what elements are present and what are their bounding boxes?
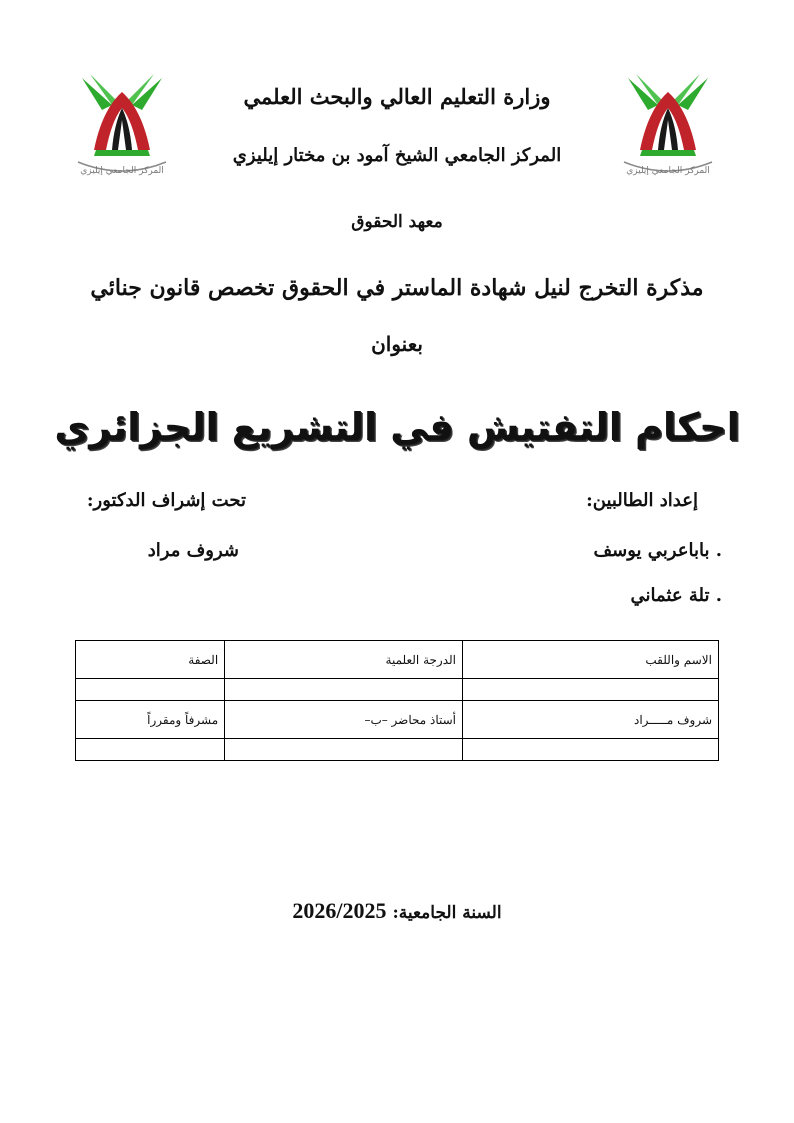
students-label: إعداد الطالبين:	[586, 490, 698, 511]
header-name: الاسم واللقب	[463, 641, 719, 679]
table-row	[76, 739, 719, 761]
table-cell	[463, 739, 719, 761]
table-cell	[225, 679, 463, 701]
institute-name: معهد الحقوق	[351, 212, 443, 232]
logo-caption: المركز الجامعي إيليزي	[626, 166, 710, 176]
table-row	[76, 701, 719, 739]
university-center-name: المركز الجامعي الشيخ آمود بن مختار إيليزي	[232, 145, 562, 166]
thesis-title: احكام التفتيش في التشريع الجزائري	[54, 405, 740, 449]
jury-table	[75, 640, 719, 761]
table-cell	[76, 679, 225, 701]
logo-caption: المركز الجامعي إيليزي	[80, 166, 164, 176]
supervisor-label: تحت إشراف الدكتور:	[86, 490, 246, 511]
table-cell	[76, 739, 225, 761]
table-row	[76, 679, 719, 701]
header-degree: الدرجة العلمية	[225, 641, 463, 679]
entitled-label: بعنوان	[371, 332, 423, 356]
supervisor-name: شروف مراد	[147, 540, 239, 561]
student-name-2: . تلة عثماني	[630, 585, 722, 606]
academic-year	[0, 898, 794, 924]
table-cell: شروف مـــــراد	[463, 701, 719, 739]
student-name-1: . باباعربي يوسف	[593, 540, 722, 561]
table-header-row	[76, 641, 719, 679]
header-role: الصفة	[76, 641, 225, 679]
table-cell: مشرفاً ومقرراً	[76, 701, 225, 739]
memoir-description: مذكرة التخرج لنيل شهادة الماستر في الحقوق تخصص قانون جنائي	[90, 275, 704, 301]
ministry-name: وزارة التعليم العالي والبحث العلمي	[243, 84, 551, 109]
table-cell	[225, 739, 463, 761]
academic-year-label: السنة الجامعية:	[392, 903, 502, 923]
table-cell: أستاذ محاضر –ب–	[225, 701, 463, 739]
academic-year-value: 2026/2025	[292, 898, 387, 923]
table-cell	[463, 679, 719, 701]
